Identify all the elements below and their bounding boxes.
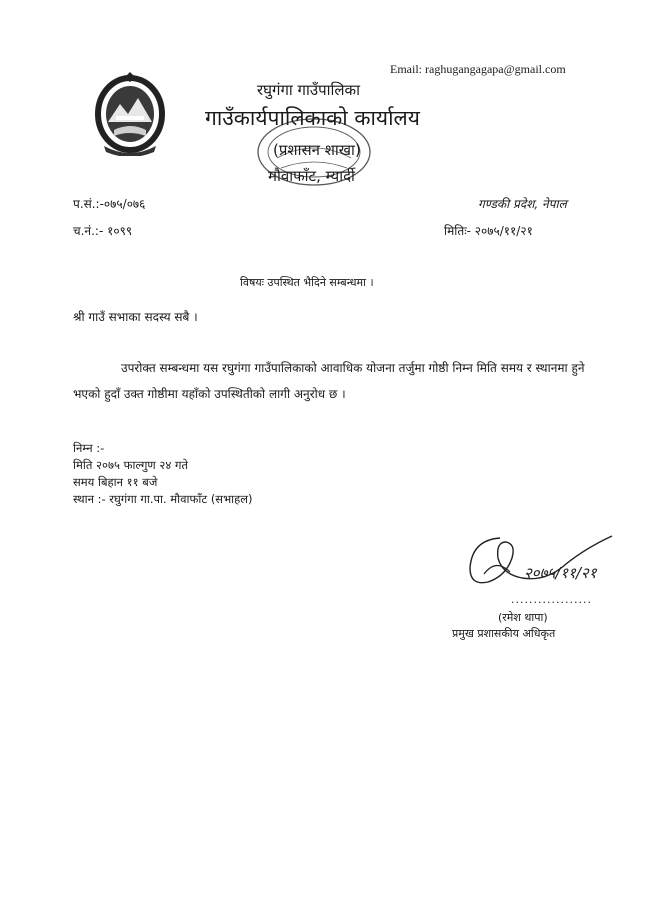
office-name: गाउँकार्यपालिकाको कार्यालय (205, 106, 420, 130)
chalani-number: च.नं.:- १०९९ (73, 224, 133, 238)
municipality-name: रघुगंगा गाउँपालिका (257, 81, 360, 99)
email-address: Email: raghugangagapa@gmail.com (390, 62, 566, 76)
schedule-date: मिति २०७५ फाल्गुण २४ गते (73, 458, 189, 472)
salutation: श्री गाउँ सभाका सदस्य सबै । (73, 310, 198, 324)
letter-subject: विषयः उपस्थित भैदिने सम्बन्धमा । (240, 276, 374, 289)
nepal-emblem-logo (94, 70, 166, 156)
letter-body: उपरोक्त सम्बन्धमा यस रघुगंगा गाउँपालिकाको आवाधिक योजना तर्जुमा गोष्ठी निम्न मिति समय र स्थानमा हुने भएको हुदाँ उक्त गोष्ठीमा यहाँको उपस्थितीको लागी अनुरोध छ । (73, 361, 585, 401)
schedule-block (73, 440, 253, 508)
office-location: मौवाफाँट, म्यार्दी (268, 167, 355, 185)
schedule-time: समय बिहान ११ बजे (73, 475, 158, 489)
handwritten-signature (466, 528, 616, 596)
schedule-heading: निम्न :- (73, 441, 105, 455)
patra-sankhya: प.सं.:-०७५/०७६ (73, 197, 146, 211)
schedule-place: स्थान :- रघुगंगा गा.पा. मौवाफाँट (सभाहल) (73, 492, 253, 506)
province-label: गण्डकी प्रदेश, नेपाल (478, 197, 567, 211)
signature-date: २०७५/११/२१ (524, 564, 597, 582)
letter-date: मितिः- २०७५/११/२१ (444, 224, 533, 238)
signatory-title: प्रमुख प्रशासकीय अधिकृत (452, 627, 556, 640)
signatory-name: (रमेश थापा) (498, 611, 548, 624)
signature-line: .................. (511, 593, 592, 606)
section-name: (प्रशासन शाखा) (273, 141, 361, 159)
